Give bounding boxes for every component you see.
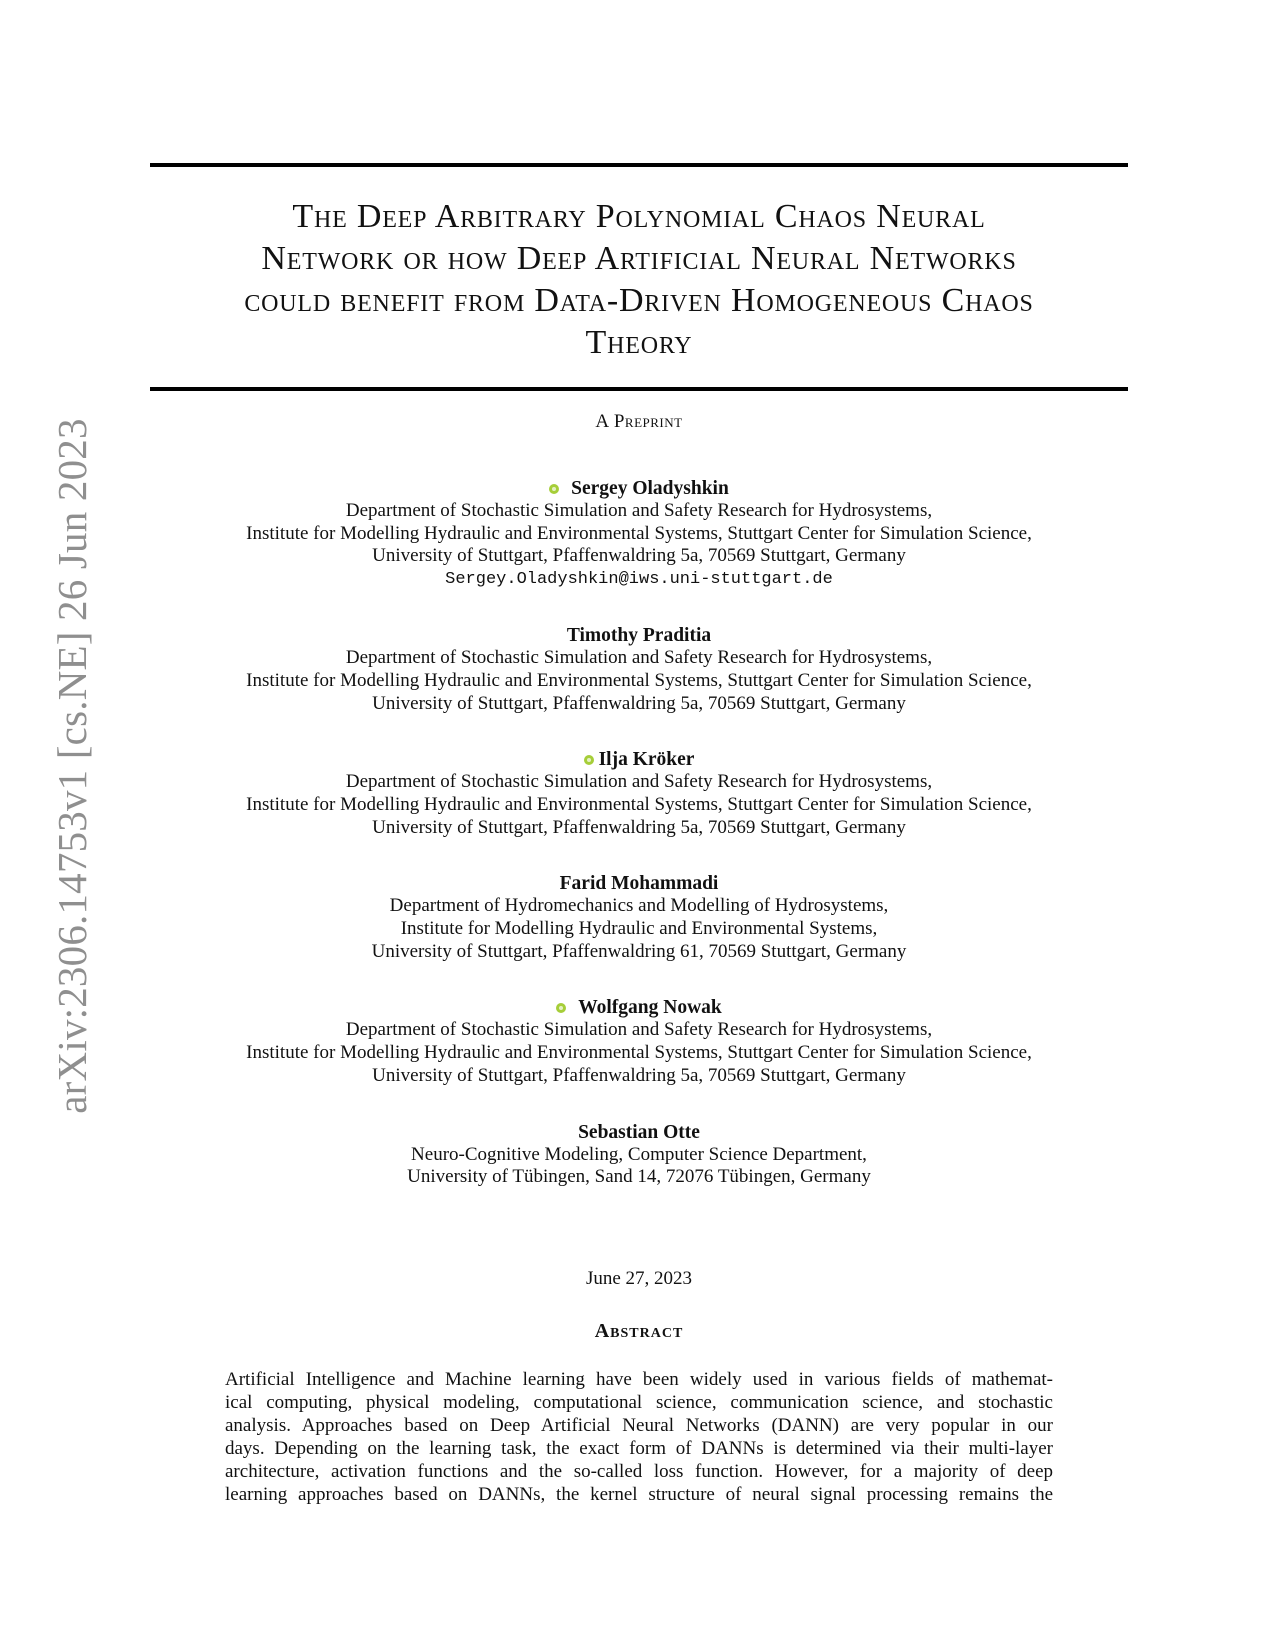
- orcid-icon[interactable]: [556, 1003, 566, 1013]
- affiliation-line: University of Tübingen, Sand 14, 72076 Tübingen, Germany: [407, 1166, 871, 1188]
- author-block: [150, 624, 1128, 715]
- author-block: [150, 1121, 1128, 1189]
- author-name: Sebastian Otte: [578, 1121, 700, 1143]
- affiliation-line: University of Stuttgart, Pfaffenwaldring 5a, 70569 Stuttgart, Germany: [372, 545, 906, 567]
- orcid-icon[interactable]: [549, 484, 559, 494]
- abstract-line: analysis. Approaches based on Deep Artificial Neural Networks (DANN) are very popular in our: [225, 1415, 1053, 1436]
- affiliation-line: Department of Stochastic Simulation and Safety Research for Hydrosystems,: [345, 771, 933, 793]
- title-line: could benefit from Data-Driven Homogeneous Chaos: [244, 282, 1034, 319]
- title-bottom-rule: [150, 387, 1128, 391]
- title-line: The Deep Arbitrary Polynomial Chaos Neural: [292, 198, 986, 235]
- author-block: [150, 748, 1128, 839]
- author-name: Wolfgang Nowak: [578, 997, 722, 1019]
- title-line: Network or how Deep Artificial Neural Networks: [261, 240, 1017, 277]
- abstract-line: architecture, activation functions and the so-called loss function. However, for a majority of deep: [225, 1461, 1053, 1482]
- affiliation-line: Neuro-Cognitive Modeling, Computer Science Department,: [411, 1143, 867, 1165]
- author-block: [150, 872, 1128, 963]
- author-list: [150, 477, 1128, 1222]
- author-name: Farid Mohammadi: [559, 873, 719, 895]
- arxiv-identifier-stamp: arXiv:2306.14753v1 [cs.NE] 26 Jun 2023: [49, 418, 95, 1114]
- affiliation-line: Department of Stochastic Simulation and Safety Research for Hydrosystems,: [345, 1019, 933, 1041]
- author-email[interactable]: Sergey.Oladyshkin@iws.uni-stuttgart.de: [445, 570, 833, 590]
- affiliation-line: University of Stuttgart, Pfaffenwaldring 5a, 70569 Stuttgart, Germany: [372, 816, 906, 838]
- abstract-line: ical computing, physical modeling, computational science, communication science, and stochastic: [225, 1392, 1053, 1413]
- paper-title: [150, 196, 1128, 364]
- affiliation-line: Department of Hydromechanics and Modelling of Hydrosystems,: [389, 895, 889, 917]
- title-line: Theory: [585, 324, 693, 361]
- author-name: Ilja Kröker: [598, 749, 695, 771]
- affiliation-line: Department of Stochastic Simulation and Safety Research for Hydrosystems,: [345, 500, 933, 521]
- orcid-icon[interactable]: [584, 755, 594, 765]
- preprint-label: A Preprint: [595, 411, 683, 432]
- affiliation-line: Institute for Modelling Hydraulic and Environmental Systems, Stuttgart Center for Simulation Science,: [246, 1042, 1032, 1064]
- abstract-line: Artificial Intelligence and Machine learning have been widely used in various fields of mathemat-: [225, 1369, 1053, 1390]
- author-block: [150, 477, 1128, 591]
- affiliation-line: University of Stuttgart, Pfaffenwaldring 61, 70569 Stuttgart, Germany: [371, 940, 907, 962]
- author-name: Sergey Oladyshkin: [571, 478, 729, 499]
- title-top-rule: [150, 163, 1128, 167]
- abstract-body: [225, 1368, 1053, 1506]
- publication-date: June 27, 2023: [585, 1268, 693, 1289]
- affiliation-line: Institute for Modelling Hydraulic and Environmental Systems, Stuttgart Center for Simulation Science,: [246, 522, 1032, 544]
- abstract-line: days. Depending on the learning task, the exact form of DANNs is determined via their multi-layer: [225, 1438, 1053, 1459]
- affiliation-line: University of Stuttgart, Pfaffenwaldring 5a, 70569 Stuttgart, Germany: [372, 1064, 906, 1086]
- affiliation-line: Institute for Modelling Hydraulic and Environmental Systems,: [400, 918, 878, 940]
- affiliation-line: Department of Stochastic Simulation and Safety Research for Hydrosystems,: [345, 647, 933, 669]
- affiliation-line: University of Stuttgart, Pfaffenwaldring 5a, 70569 Stuttgart, Germany: [372, 692, 906, 714]
- author-block: [150, 996, 1128, 1087]
- affiliation-line: Institute for Modelling Hydraulic and Environmental Systems, Stuttgart Center for Simulation Science,: [246, 669, 1032, 691]
- affiliation-line: Institute for Modelling Hydraulic and Environmental Systems, Stuttgart Center for Simulation Science,: [246, 793, 1032, 815]
- abstract-heading: Abstract: [594, 1320, 684, 1342]
- abstract-line: learning approaches based on DANNs, the kernel structure of neural signal processing remains the: [225, 1484, 1053, 1505]
- author-name: Timothy Praditia: [566, 625, 712, 647]
